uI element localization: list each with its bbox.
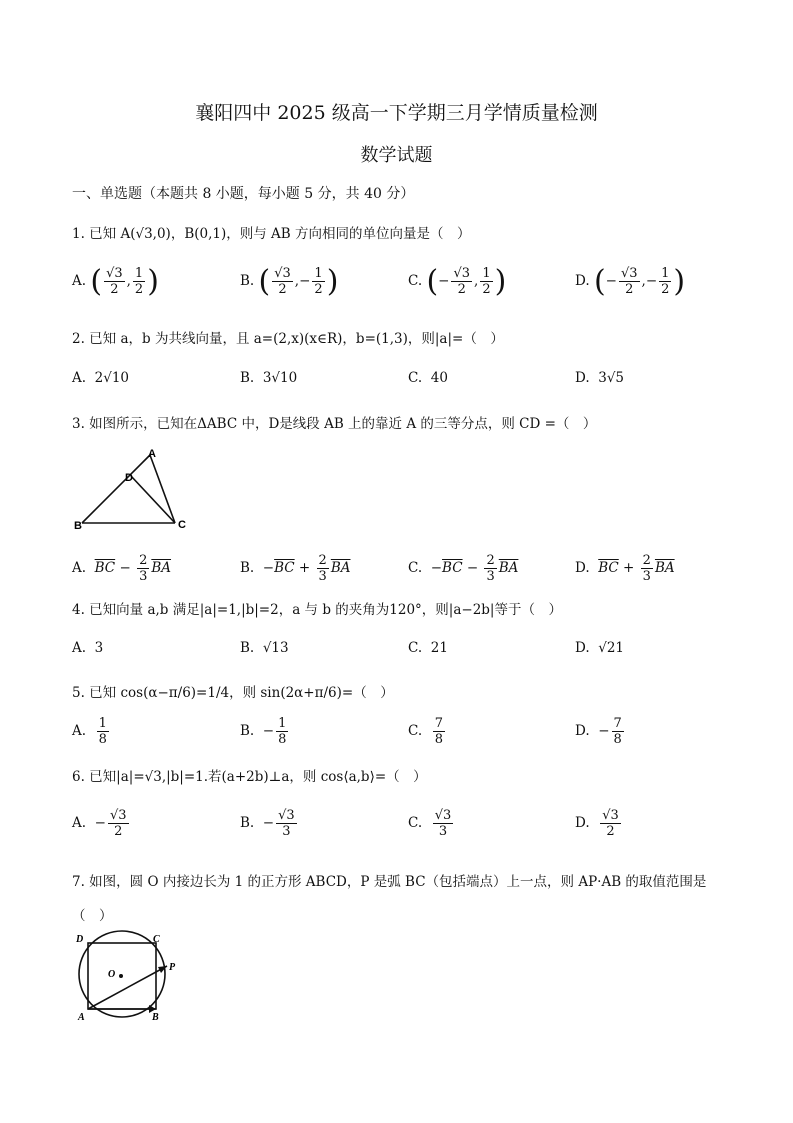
label-o: O	[108, 969, 116, 980]
q3-option-a[interactable]: A. $\overline{BC}$ − $\frac{2}{3}$ $\overline{BA}$	[72, 553, 172, 584]
circle-square-figure	[68, 930, 188, 1022]
q5-option-a[interactable]: A. $\frac{1}{8}$	[72, 716, 107, 747]
page-title: 襄阳四中 2025 级高一下学期三月学情质量检测	[195, 102, 598, 124]
q5-option-b[interactable]: B. − $\frac{1}{8}$	[240, 716, 287, 747]
label-d: D	[76, 934, 84, 945]
q1-option-b[interactable]: B. ( $\frac{√3}{2}$ ,− $\frac{1}{2}$ )	[240, 264, 339, 299]
q6-option-d[interactable]: D. $\frac{√3}{2}$	[575, 808, 619, 839]
q5-option-d[interactable]: D. − $\frac{7}{8}$	[575, 716, 622, 747]
label-d: D	[125, 472, 133, 484]
q3-option-c[interactable]: C. $-\overline{BC}$ − $\frac{2}{3}$ $\overline{BA}$	[408, 553, 519, 584]
label-c: C	[153, 934, 160, 945]
section-heading: 一、单选题（本题共 8 小题，每小题 5 分，共 40 分）	[72, 186, 415, 202]
q1-option-c[interactable]: C. (− $\frac{√3}{2}$ , $\frac{1}{2}$ )	[408, 264, 507, 299]
q1-option-d[interactable]: D. (− $\frac{√3}{2}$ ,− $\frac{1}{2}$ )	[575, 264, 686, 299]
label-c: C	[178, 519, 186, 531]
q3-option-b[interactable]: B. $-\overline{BC}$ + $\frac{2}{3}$ $\overline{BA}$	[240, 553, 351, 584]
question-7-bracket: （ ）	[72, 908, 113, 924]
q2-option-b[interactable]: B. 3√10	[240, 370, 298, 386]
label-b: B	[152, 1012, 159, 1022]
question-5-stem: 5. 已知 cos(α−π/6)=1/4，则 sin(2α+π/6)=（ ）	[72, 685, 394, 701]
q6-option-a[interactable]: A. − $\frac{√3}{2}$	[72, 808, 127, 839]
q4-option-a[interactable]: A. 3	[72, 640, 104, 656]
label-p: P	[169, 962, 176, 973]
label-b: B	[74, 520, 82, 532]
q3-option-d[interactable]: D. $\overline{BC}$ + $\frac{2}{3}$ $\overline{BA}$	[575, 553, 675, 584]
q4-option-b[interactable]: B. √13	[240, 640, 289, 656]
label-a: A	[78, 1012, 85, 1022]
q4-option-c[interactable]: C. 21	[408, 640, 448, 656]
q2-option-d[interactable]: D. 3√5	[575, 370, 625, 386]
q4-option-d[interactable]: D. √21	[575, 640, 625, 656]
q6-option-b[interactable]: B. − $\frac{√3}{3}$	[240, 808, 295, 839]
question-6-stem: 6. 已知|a|=√3,|b|=1.若(a+2b)⊥a，则 cos⟨a,b⟩=（ ）	[72, 769, 427, 785]
question-2-stem: 2. 已知 a，b 为共线向量，且 a=(2,x)(x∈R)，b=(1,3)，则|a|=（ ）	[72, 331, 504, 347]
page-subtitle: 数学试题	[360, 145, 433, 166]
q2-option-c[interactable]: C. 40	[408, 370, 448, 386]
question-1-stem: 1. 已知 A(√3,0)，B(0,1)，则与 AB 方向相同的单位向量是（ ）	[72, 226, 471, 242]
question-3-stem: 3. 如图所示，已知在ΔABC 中，D是线段 AB 上的靠近 A 的三等分点，则 CD =（ ）	[72, 416, 597, 432]
triangle-abc-figure	[70, 445, 200, 535]
question-7-stem: 7. 如图，圆 O 内接边长为 1 的正方形 ABCD，P 是弧 BC（包括端点）上一点，则 AP·AB 的取值范围是	[72, 874, 707, 890]
label-a: A	[148, 448, 156, 460]
question-4-stem: 4. 已知向量 a,b 满足|a|=1,|b|=2，a 与 b 的夹角为120°，则|a−2b|等于（ ）	[72, 602, 562, 618]
q1-option-a[interactable]: A. ( $\frac{√3}{2}$ , $\frac{1}{2}$ )	[72, 264, 159, 299]
q6-option-c[interactable]: C. $\frac{√3}{3}$	[408, 808, 452, 839]
q2-option-a[interactable]: A. 2√10	[72, 370, 130, 386]
q5-option-c[interactable]: C. $\frac{7}{8}$	[408, 716, 444, 747]
